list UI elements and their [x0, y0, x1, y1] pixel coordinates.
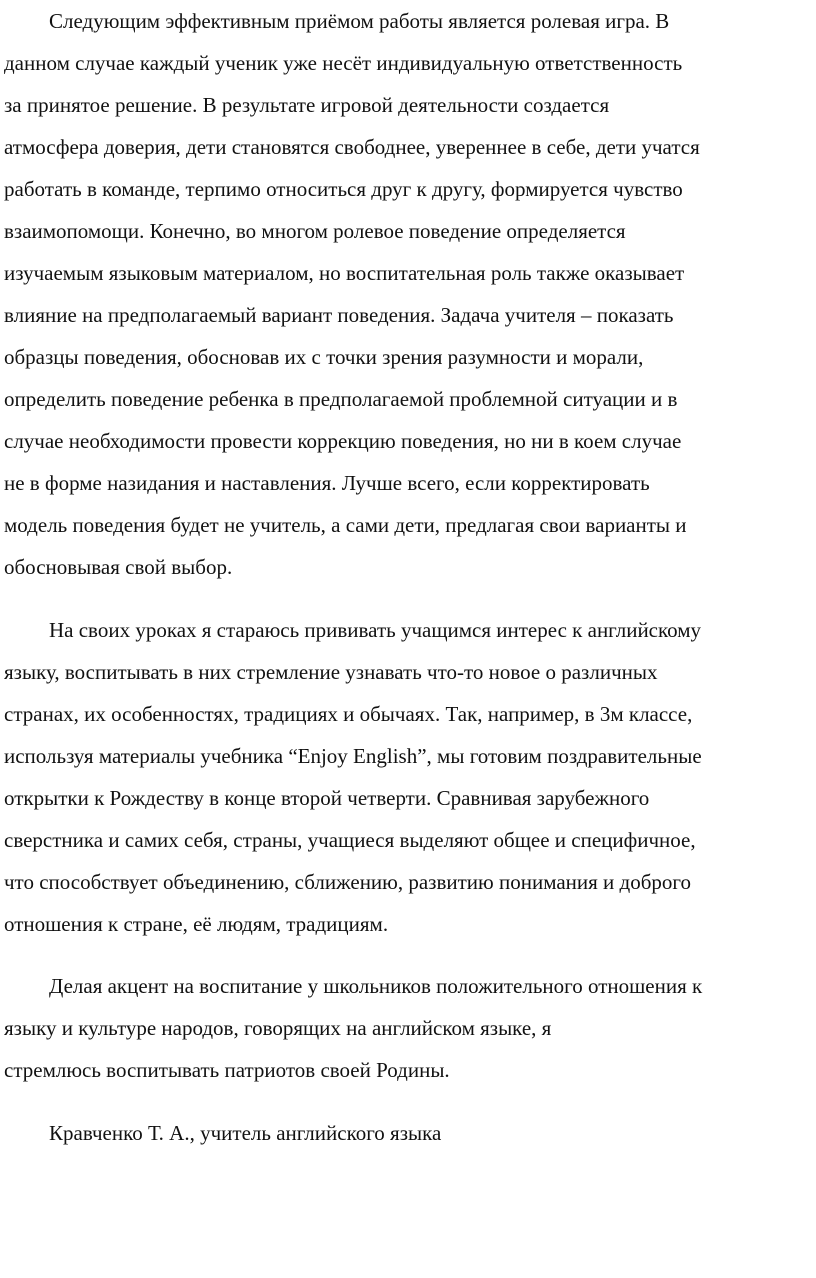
text-line: данном случае каждый ученик уже несёт индивидуальную ответственность: [4, 51, 683, 75]
text-line: не в форме назидания и наставления. Лучше всего, если корректировать: [4, 471, 650, 495]
text-line: работать в команде, терпимо относиться друг к другу, формируется чувство: [4, 177, 683, 201]
text-line: Следующим эффективным приёмом работы является ролевая игра. В: [49, 9, 670, 33]
text-line: изучаемым языковым материалом, но воспитательная роль также оказывает: [4, 261, 685, 285]
text-line: отношения к стране, её людям, традициям.: [4, 912, 389, 936]
text-line: за принятое решение. В результате игровой деятельности создается: [4, 93, 610, 117]
text-line: влияние на предполагаемый вариант поведения. Задача учителя – показать: [4, 303, 674, 327]
text-line: обосновывая свой выбор.: [4, 555, 233, 579]
text-line: определить поведение ребенка в предполагаемой проблемной ситуации и в: [4, 387, 678, 411]
text-line: языку и культуре народов, говорящих на английском языке, я: [4, 1016, 552, 1040]
text-line: странах, их особенностях, традициях и обычаях. Так, например, в 3м классе,: [4, 702, 693, 726]
text-line: сверстника и самих себя, страны, учащиеся выделяют общее и специфичное,: [4, 828, 696, 852]
text-line: модель поведения будет не учитель, а сами дети, предлагая свои варианты и: [4, 513, 687, 537]
text-line: стремлюсь воспитывать патриотов своей Родины.: [4, 1058, 450, 1082]
text-line: образцы поведения, обосновав их с точки зрения разумности и морали,: [4, 345, 644, 369]
author-signature: Кравченко Т. А., учитель английского языка: [49, 1121, 442, 1145]
text-line: Делая акцент на воспитание у школьников положительного отношения к: [49, 974, 703, 998]
text-line: языку, воспитывать в них стремление узнавать что-то новое о различных: [4, 660, 658, 684]
text-line: атмосфера доверия, дети становятся свободнее, увереннее в себе, дети учатся: [4, 135, 700, 159]
text-line: взаимопомощи. Конечно, во многом ролевое поведение определяется: [4, 219, 626, 243]
paragraph-lessons: [4, 609, 814, 945]
text-line: На своих уроках я стараюсь прививать учащимся интерес к английскому: [49, 618, 702, 642]
paragraph-conclusion: [4, 965, 814, 1091]
text-line: используя материалы учебника “Enjoy English”, мы готовим поздравительные: [4, 744, 702, 768]
text-line: открытки к Рождеству в конце второй четверти. Сравнивая зарубежного: [4, 786, 650, 810]
text-line: случае необходимости провести коррекцию поведения, но ни в коем случае: [4, 429, 682, 453]
text-line: что способствует объединению, сближению, развитию понимания и доброго: [4, 870, 691, 894]
paragraph-role-play: [4, 0, 814, 588]
